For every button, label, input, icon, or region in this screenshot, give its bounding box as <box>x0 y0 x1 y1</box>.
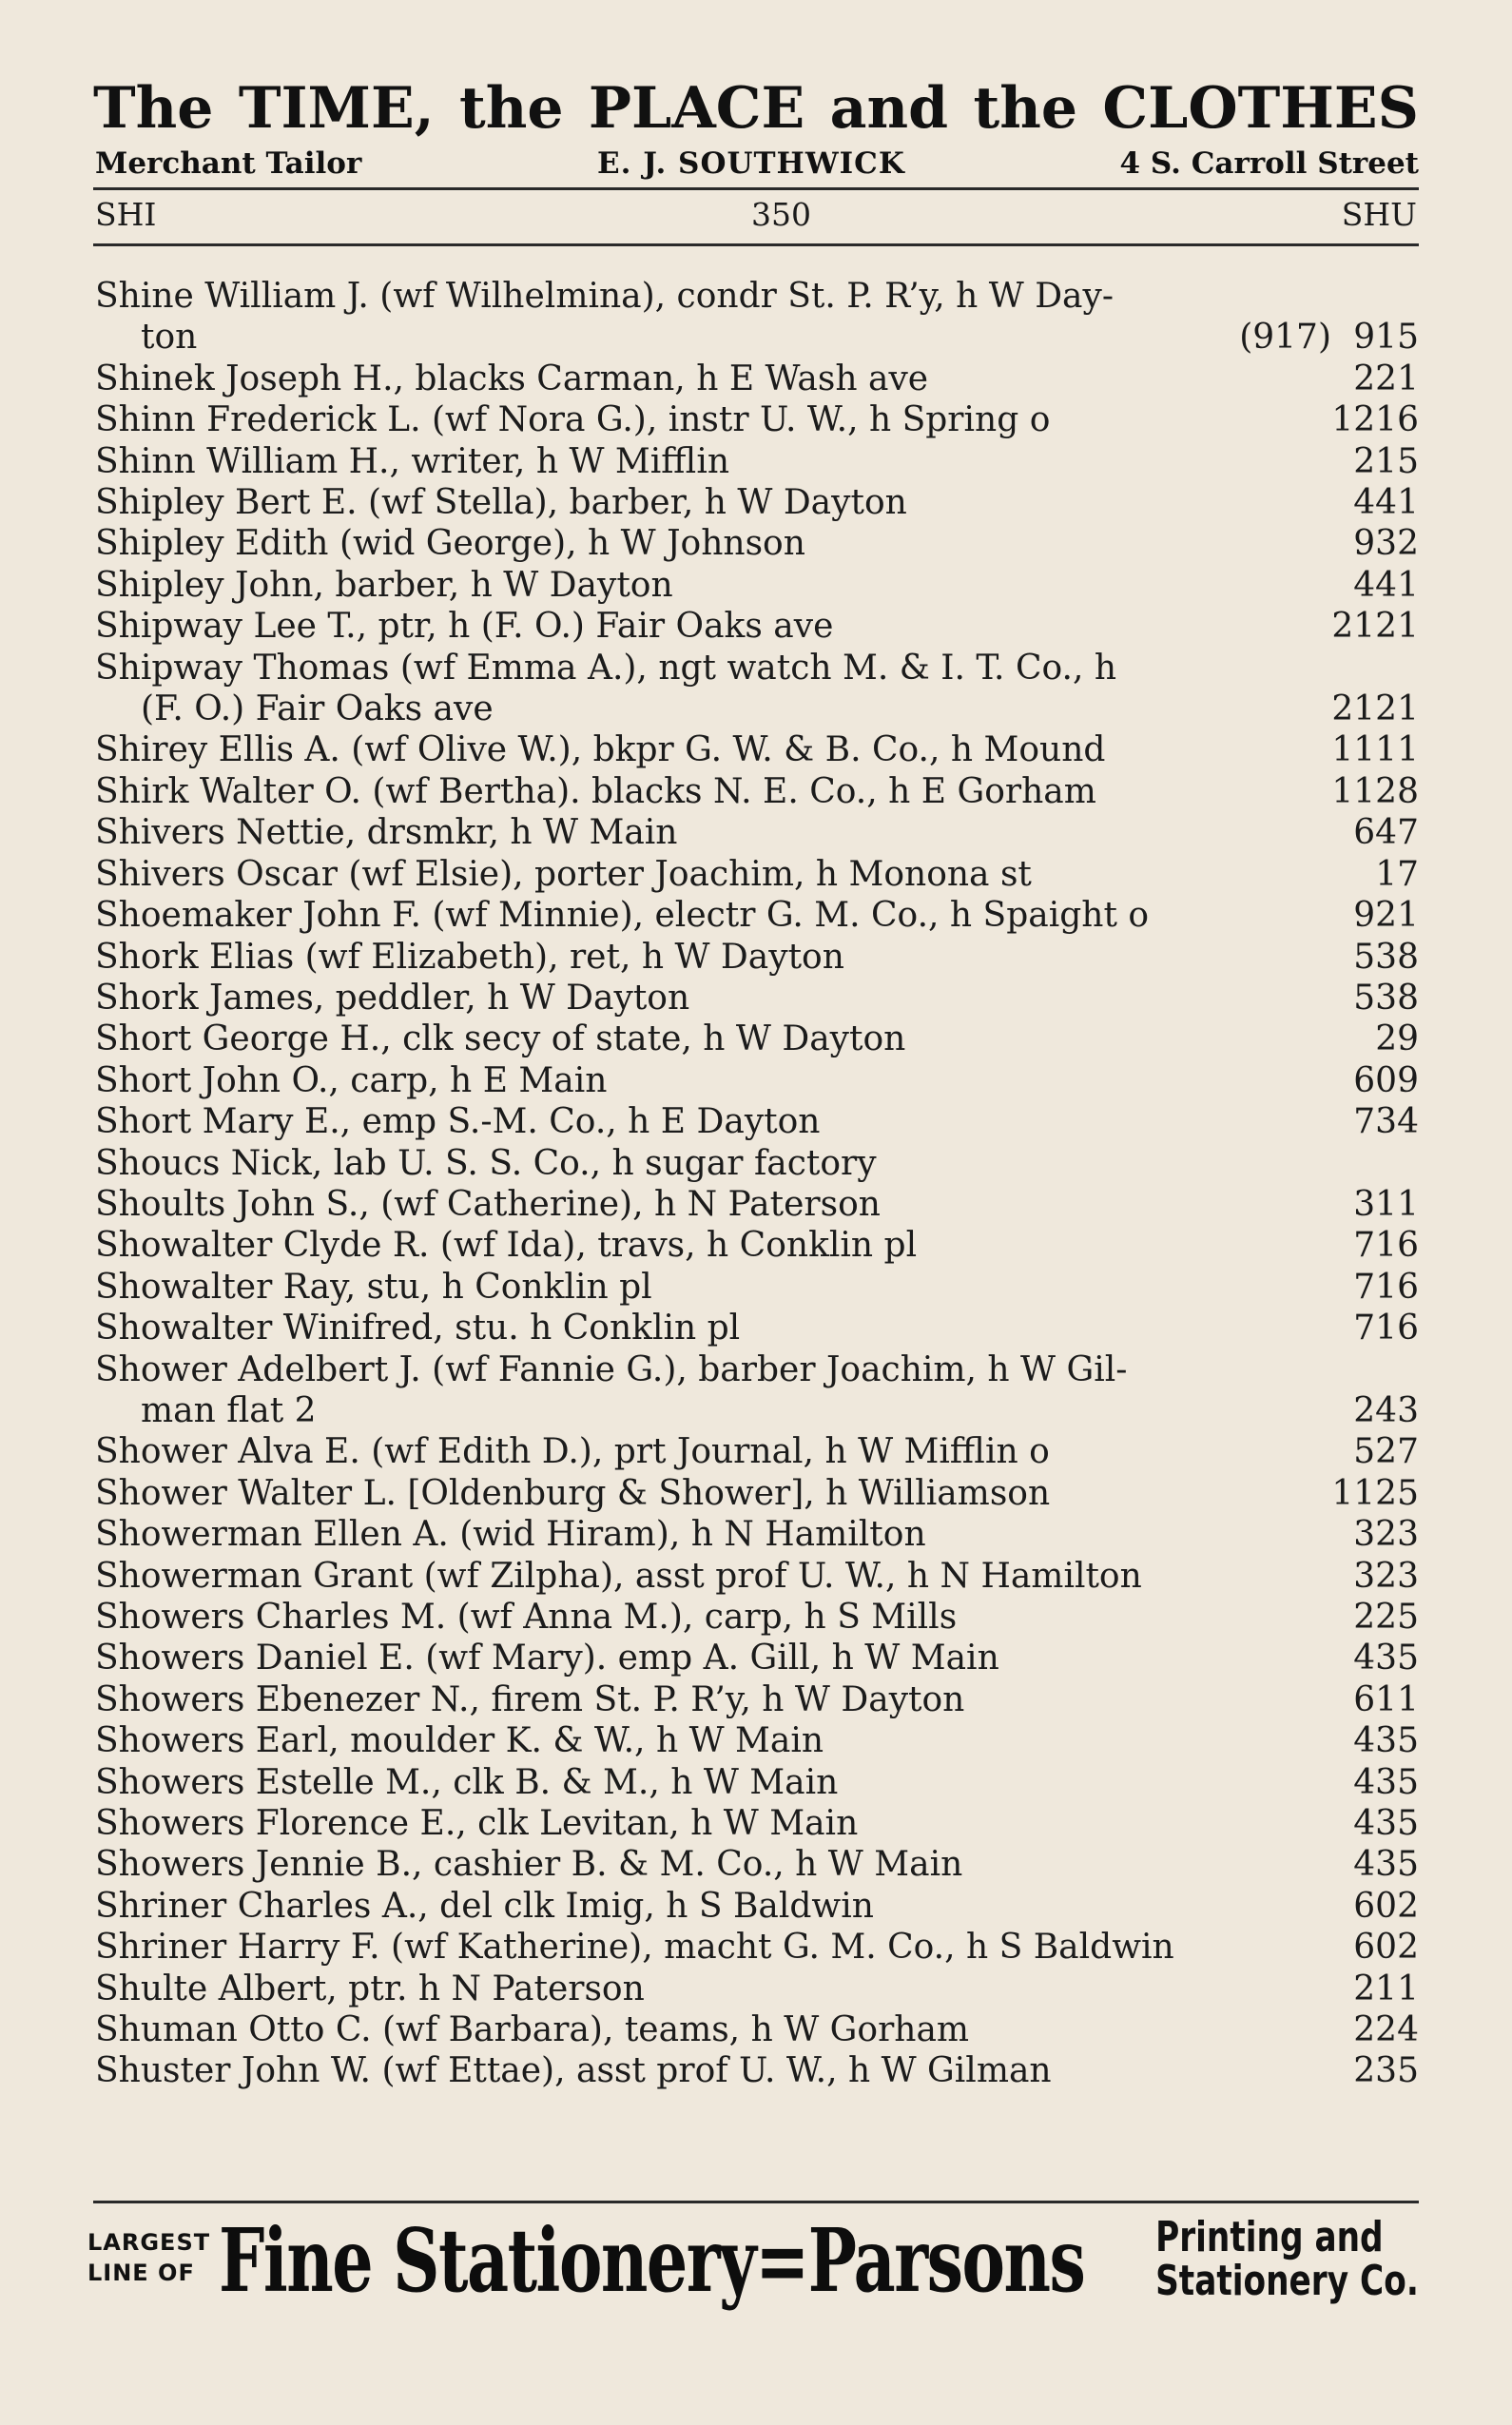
entry-house-number: 1216 <box>1331 400 1419 440</box>
entry-continuation: man flat 2 <box>141 1390 317 1430</box>
entry-text: Shipley Edith (wid George), h W Johnson <box>95 524 805 564</box>
ad-subline <box>93 146 1419 184</box>
entry-text: Showalter Ray, stu, h Conklin pl <box>95 1267 652 1307</box>
entry-text: Shinek Joseph H., blacks Carman, h E Wash ave <box>95 359 929 398</box>
entry-house-number: 441 <box>1353 565 1419 605</box>
entry-text: Shuster John W. (wf Ettae), asst prof U. W., h W Gilman <box>95 2051 1052 2091</box>
entry-text: Shower Adelbert J. (wf Fannie G.), barber Joachim, h W Gil- <box>95 1349 1128 1389</box>
entry-house-number: 716 <box>1353 1309 1419 1348</box>
directory-entry <box>95 1349 1419 1432</box>
entry-house-number: 235 <box>1353 2051 1419 2091</box>
directory-entry <box>95 565 1419 606</box>
header-rule-bottom <box>93 243 1419 246</box>
directory-entry <box>95 1308 1419 1348</box>
entry-house-number: 435 <box>1353 1639 1419 1678</box>
entry-house-number: 921 <box>1353 896 1419 936</box>
directory-entry <box>95 606 1419 647</box>
entry-text: Showers Ebenezer N., firem St. P. R’y, h W Dayton <box>95 1679 965 1719</box>
entry-text: Shower Walter L. [Oldenburg & Shower], h Williamson <box>95 1473 1051 1513</box>
directory-entry <box>95 1225 1419 1266</box>
entry-text: Showers Florence E., clk Levitan, h W Main <box>95 1804 859 1844</box>
ad-line-of: LINE OF <box>87 2260 195 2286</box>
ad-stationery-co: Stationery Co. <box>1155 2257 1419 2305</box>
entry-house-number: 932 <box>1353 524 1419 564</box>
entry-house-number: 211 <box>1353 1969 1419 2008</box>
entry-house-number: 602 <box>1353 1886 1419 1926</box>
entry-house-number: 323 <box>1353 1556 1419 1596</box>
directory-entry <box>95 1431 1419 1472</box>
page-number: 350 <box>751 196 811 233</box>
ad-headline: The TIME, the PLACE and the CLOTHES <box>93 75 1419 142</box>
entry-house-number: 915 <box>1353 318 1419 358</box>
entry-text: Shork Elias (wf Elizabeth), ret, h W Dayton <box>95 937 844 977</box>
entry-text: Showerman Ellen A. (wid Hiram), h N Hamilton <box>95 1515 926 1555</box>
entry-text: Shoults John S., (wf Catherine), h N Paterson <box>95 1184 881 1224</box>
directory-entry <box>95 1473 1419 1514</box>
directory-entry <box>95 1556 1419 1597</box>
directory-entry <box>95 648 1419 730</box>
entry-text: Showerman Grant (wf Zilpha), asst prof U. W., h N Hamilton <box>95 1556 1142 1596</box>
directory-entry <box>95 978 1419 1018</box>
entry-house-number: 734 <box>1353 1102 1419 1142</box>
directory-entry <box>95 276 1419 359</box>
entry-continuation: ton <box>141 318 198 358</box>
entry-text: Shipley Bert E. (wf Stella), barber, h W Dayton <box>95 483 907 523</box>
entry-house-number: 215 <box>1353 441 1419 481</box>
guide-word-right: SHU <box>1341 196 1417 233</box>
ad-address: 4 S. Carroll Street <box>1119 146 1419 181</box>
guide-word-left: SHI <box>95 196 157 233</box>
top-advertisement <box>93 70 1419 184</box>
directory-entry <box>95 1803 1419 1844</box>
entry-house-number: 647 <box>1353 813 1419 853</box>
entry-text: Shirey Ellis A. (wf Olive W.), bkpr G. W. & B. Co., h Mound <box>95 730 1106 770</box>
entry-house-number: 1128 <box>1331 771 1419 811</box>
entry-text: Showalter Winifred, stu. h Conklin pl <box>95 1309 741 1348</box>
entry-house-number: 527 <box>1353 1432 1419 1472</box>
entry-text: Shine William J. (wf Wilhelmina), condr St. P. R’y, h W Day- <box>95 277 1115 316</box>
entry-house-number: 243 <box>1353 1390 1419 1430</box>
entry-house-number: 224 <box>1353 2010 1419 2050</box>
directory-entry <box>95 895 1419 936</box>
entry-text: Showers Earl, moulder K. & W., h W Main <box>95 1721 824 1761</box>
entry-text: Shipway Thomas (wf Emma A.), ngt watch M. & I. T. Co., h <box>95 648 1117 688</box>
entry-house-number: 2121 <box>1331 607 1419 647</box>
entry-text: Short John O., carp, h E Main <box>95 1060 608 1100</box>
entry-house-number: 716 <box>1353 1226 1419 1266</box>
running-header <box>95 196 1419 240</box>
entry-house-number: 441 <box>1353 483 1419 523</box>
entry-house-number: 435 <box>1353 1804 1419 1844</box>
entry-text: Shivers Nettie, drsmkr, h W Main <box>95 813 678 853</box>
entry-text: Showalter Clyde R. (wf Ida), travs, h Conklin pl <box>95 1226 918 1266</box>
ad-largest-line-of <box>87 2227 210 2288</box>
directory-entry <box>95 1679 1419 1720</box>
ad-fine-stationery-parsons: Fine Stationery=Parsons <box>219 2209 1085 2312</box>
directory-entry <box>95 1101 1419 1142</box>
entry-continuation: (F. O.) Fair Oaks ave <box>141 689 494 729</box>
directory-entry <box>95 771 1419 812</box>
ad-merchant-tailor: Merchant Tailor <box>95 146 362 181</box>
entry-house-number: 225 <box>1353 1598 1419 1638</box>
entry-house-number: 323 <box>1353 1515 1419 1555</box>
entry-house-number: 17 <box>1375 854 1419 894</box>
entry-alt-number: (917) <box>1239 318 1331 358</box>
entry-text: Shoemaker John F. (wf Minnie), electr G. M. Co., h Spaight o <box>95 896 1150 936</box>
entry-house-number: 435 <box>1353 1721 1419 1761</box>
entry-text: Showers Charles M. (wf Anna M.), carp, h S Mills <box>95 1598 958 1637</box>
directory-entry <box>95 2050 1419 2091</box>
directory-entry <box>95 441 1419 482</box>
entry-text: Short Mary E., emp S.-M. Co., h E Dayton <box>95 1102 821 1142</box>
entry-text: Shinn Frederick L. (wf Nora G.), instr U. W., h Spring o <box>95 400 1051 440</box>
entry-house-number: 435 <box>1353 1762 1419 1802</box>
directory-entry <box>95 1267 1419 1308</box>
entry-text: Short George H., clk secy of state, h W Dayton <box>95 1019 906 1059</box>
entry-house-number: 602 <box>1353 1928 1419 1968</box>
directory-entry <box>95 1720 1419 1761</box>
header-rule-top <box>93 187 1419 190</box>
entry-house-number: 2121 <box>1331 689 1419 729</box>
entry-house-number: 609 <box>1353 1060 1419 1100</box>
directory-entry <box>95 854 1419 895</box>
entry-text: Shoucs Nick, lab U. S. S. Co., h sugar factory <box>95 1143 877 1183</box>
entry-house-number: 1111 <box>1331 730 1419 770</box>
directory-listing <box>95 276 1419 2092</box>
directory-entry <box>95 1927 1419 1968</box>
entry-text: Shriner Charles A., del clk Imig, h S Baldwin <box>95 1886 874 1926</box>
directory-entry <box>95 729 1419 770</box>
ad-largest: LARGEST <box>87 2229 211 2256</box>
entry-house-number: 311 <box>1353 1184 1419 1224</box>
directory-entry <box>95 399 1419 440</box>
directory-entry <box>95 1060 1419 1101</box>
entry-text: Shipway Lee T., ptr, h (F. O.) Fair Oaks ave <box>95 607 834 647</box>
entry-text: Showers Daniel E. (wf Mary). emp A. Gill, h W Main <box>95 1639 999 1678</box>
entry-house-number: 611 <box>1353 1679 1419 1719</box>
entry-text: Shinn William H., writer, h W Mifflin <box>95 441 730 481</box>
directory-entry <box>95 1143 1419 1184</box>
entry-house-number: 1125 <box>1331 1473 1419 1513</box>
directory-entry <box>95 937 1419 978</box>
bottom-advertisement <box>87 2208 1419 2313</box>
directory-entry <box>95 1886 1419 1927</box>
directory-entry <box>95 1762 1419 1803</box>
entry-text: Shivers Oscar (wf Elsie), porter Joachim, h Monona st <box>95 854 1032 894</box>
entry-text: Shork James, peddler, h W Dayton <box>95 978 690 1018</box>
entry-house-number: 716 <box>1353 1267 1419 1307</box>
entry-text: Showers Estelle M., clk B. & M., h W Main <box>95 1762 839 1802</box>
ad-printing-stationery-co <box>1155 2213 1419 2305</box>
directory-entry <box>95 482 1419 523</box>
entry-text: Showers Jennie B., cashier B. & M. Co., h W Main <box>95 1845 963 1885</box>
entry-house-number: 538 <box>1353 937 1419 977</box>
entry-text: Shulte Albert, ptr. h N Paterson <box>95 1969 645 2008</box>
directory-entry <box>95 1514 1419 1555</box>
entry-text: Shirk Walter O. (wf Bertha). blacks N. E. Co., h E Gorham <box>95 771 1096 811</box>
entry-house-number: 538 <box>1353 978 1419 1018</box>
footer-rule <box>93 2201 1419 2203</box>
entry-house-number: 435 <box>1353 1845 1419 1885</box>
entry-text: Shuman Otto C. (wf Barbara), teams, h W Gorham <box>95 2010 970 2050</box>
directory-entry <box>95 1018 1419 1059</box>
ad-proprietor: E. J. SOUTHWICK <box>597 146 905 181</box>
entry-text: Shipley John, barber, h W Dayton <box>95 565 673 605</box>
directory-entry <box>95 1597 1419 1638</box>
entry-text: Shower Alva E. (wf Edith D.), prt Journal, h W Mifflin o <box>95 1432 1050 1472</box>
ad-printing-and: Printing and <box>1155 2213 1384 2261</box>
directory-entry <box>95 812 1419 853</box>
entry-house-number: 221 <box>1353 359 1419 398</box>
directory-entry <box>95 1844 1419 1885</box>
directory-entry <box>95 1184 1419 1225</box>
directory-entry <box>95 2009 1419 2050</box>
entry-house-number: 29 <box>1375 1019 1419 1059</box>
directory-entry <box>95 523 1419 564</box>
directory-entry <box>95 359 1419 399</box>
directory-entry <box>95 1638 1419 1678</box>
entry-text: Shriner Harry F. (wf Katherine), macht G. M. Co., h S Baldwin <box>95 1928 1174 1968</box>
directory-entry <box>95 1969 1419 2009</box>
